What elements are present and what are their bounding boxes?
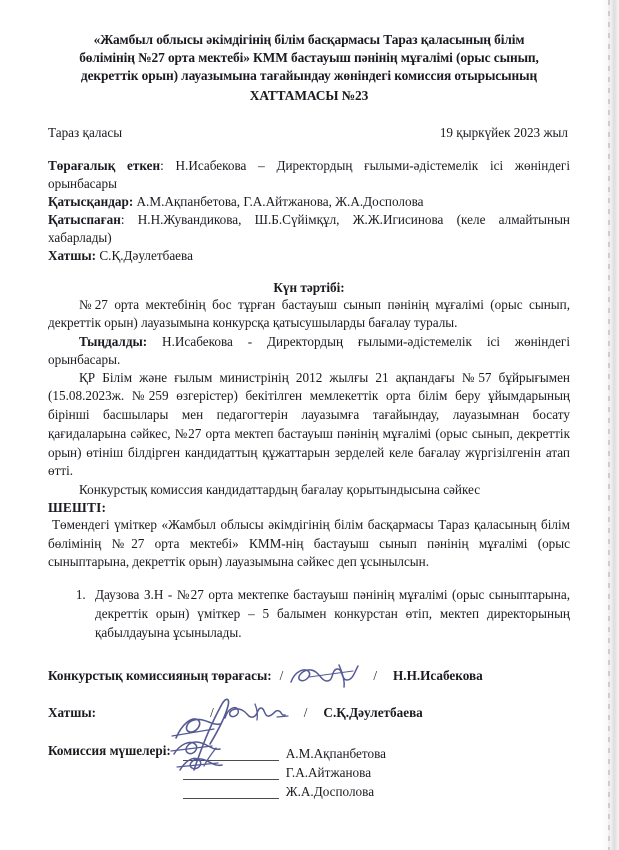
member-row [183,780,386,799]
present-names: А.М.Ақпанбетова, Г.А.Айтжанова, Ж.А.Досполова [133,194,424,210]
heard-line [48,333,570,369]
title-line-3: декреттік орын) лауазымына тағайындау жөніндегі комиссия отырысының [80,68,538,84]
document-body [48,0,570,799]
title-line-4: ХАТТАМАСЫ №23 [249,87,369,103]
commission-members-block [48,742,570,799]
secretary-signature-area [96,705,570,721]
member-printed-name: Ж.А.Досполова [285,783,375,799]
heard-label: Тыңдалды: [79,333,148,349]
agenda-item-text: №27 орта мектебінің бос тұрған бастауыш сынып пәнінің мұғалімі (орыс сынып, декреттік орын) лауазымына конкурсқа қатысушыларды бағалау туралы. [48,297,570,331]
heard-speaker: Н.Исабекова - Директордың ғылыми-әдістемелік ісі жөніндегі орынбасары. [48,333,570,367]
agenda-heading: Күн тәртібі: [273,280,345,296]
document-date: 19 қыркүйек 2023 жыл [439,124,568,140]
member-printed-name: Г.А.Айтжанова [285,764,372,780]
slash-left: / [210,705,214,720]
signature-row-chairperson [48,668,570,684]
resolution-verb: ШЕШТІ: [48,499,107,515]
slash-right: / [373,668,378,683]
secretary-printed-name: С.Қ.Дәулетбаева [323,705,423,720]
secretary-name: С.Қ.Дәулетбаева [96,248,193,264]
chairperson-signature-ink [287,663,367,689]
absent-line [48,211,570,247]
commission-members-list [183,742,386,799]
absent-names: Н.Н.Жувандикова, Ш.Б.Сүйімқұл, Ж.Ж.Игисинова (келе алмайтынын хабарлады) [48,212,570,246]
commission-members-label: Комиссия мүшелері: [48,743,171,758]
chairperson-name: Н.Исабекова – Директордың ғылыми-әдістемелік ісі жөніндегі орынбасары [48,157,570,191]
present-line [48,193,570,211]
chairperson-role-label: Конкурстық комиссияның төрағасы: [48,668,272,683]
slash-left: / [279,668,284,683]
member-signature-rule [183,745,279,761]
signature-block [48,668,570,799]
member-signature-rule [183,783,279,799]
absent-separator: : [120,212,138,228]
secretary-role-label: Хатшы: [48,705,97,720]
absent-label: Қатыспаған [48,212,121,228]
secretary-line [48,247,570,265]
title-line-1: «Жамбыл облысы әкімдігінің білім басқармасы Тараз қаласының білім [93,32,525,47]
resolution-text: Төмендегі үміткер «Жамбыл облысы әкімдігінің білім басқармасы Тараз қаласының білім бөлімінің №27 орта мектебі» КММ-нің бастауыш сынып пәнінің мұғалімі (орыс сыныптарына, декреттік орын) лауазымына сәйкес деп ұсынылсын. [48,516,570,570]
member-row [183,761,386,780]
signature-row-secretary [48,705,570,721]
attendance-block [48,157,570,265]
chairperson-signature-area [272,668,570,684]
chairperson-printed-name: Н.Н.Исабекова [393,668,483,683]
city-label: Тараз қаласы [48,124,123,140]
chairperson-label: Төрағалық еткен [48,157,161,173]
city-date-row [48,125,570,141]
scan-edge-artifact [602,0,619,850]
document-title [48,31,570,105]
chairperson-line [48,157,570,193]
secretary-signature-ink [222,702,292,724]
slash-right: / [303,705,308,720]
chairperson-separator: : [160,157,176,173]
resolution-preamble: Конкурстық комиссия кандидаттардың бағалау қорытындысына сәйкес [79,482,481,498]
resolution-item: 1. Даузова З.Н - №27 орта мектепке бастауыш пәнінің мұғалімі (орыс сыныптарына, декреттік орын) үміткер – 5 балымен конкурстан өтіп, мектеп директорының қабылдауына ұсынылады. [89,585,570,642]
secretary-label: Хатшы: [48,248,97,264]
member-printed-name: А.М.Ақпанбетова [285,745,387,761]
legal-basis-paragraph: ҚР Білім және ғылым министрінің 2012 жылғы 21 ақпандағы №57 бұйрығымен (15.08.2023ж. №259 өзгерістер) бекітілген мемлекеттік орта білім беру ұйымдарының бірінші басшылары мен педагогтерін лауазымға тағайындау, лауазымнан босату қағидаларына сәйкес, №27 орта мектеп бастауыш пәнінің мұғалімі (орыс сынып, декреттік орын) өтініш білдірген кандидаттың құжаттарын зерделей келе бағалау жүргізілгенін атап өтті. [48,369,570,479]
member-signature-rule [183,764,279,780]
resolution-item-list [48,585,570,642]
member-row [183,742,386,761]
title-line-2: бөлімінің №27 орта мектебі» КММ бастауыш пәнінің мұғалімі (орыс сынып, [79,50,539,66]
present-label: Қатысқандар: [48,194,134,210]
